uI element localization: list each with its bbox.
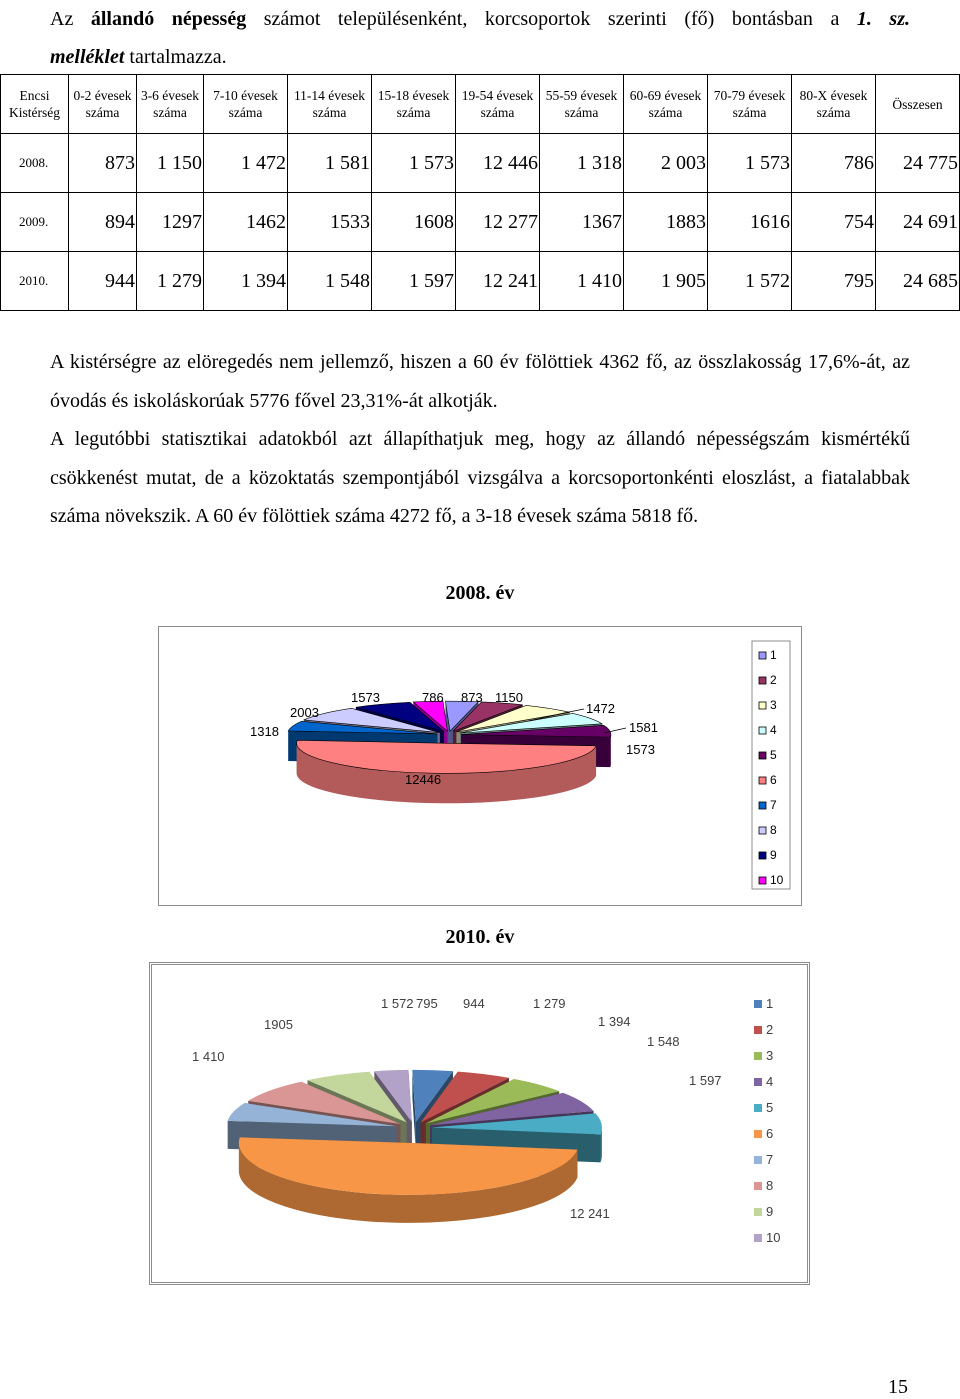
data-label: 1573 (351, 690, 380, 705)
column-header: 55-59 évesek száma (540, 75, 624, 134)
value-cell: 1 573 (708, 134, 792, 193)
data-label: 786 (422, 690, 444, 705)
value-cell: 1533 (288, 193, 372, 252)
chart-legend (754, 996, 780, 1245)
value-cell: 1297 (137, 193, 204, 252)
legend-label: 1 (766, 996, 774, 1011)
value-cell: 1 472 (204, 134, 288, 193)
legend-label: 5 (766, 1100, 774, 1115)
data-label: 1573 (626, 742, 655, 757)
legend-swatch (759, 752, 766, 759)
legend-swatch (759, 777, 766, 784)
value-cell: 12 446 (456, 134, 540, 193)
data-label: 944 (463, 996, 485, 1011)
legend-swatch (759, 827, 766, 834)
legend-label: 3 (770, 698, 777, 712)
data-label: 2003 (290, 705, 319, 720)
legend-swatch (754, 1026, 762, 1034)
value-cell: 24 775 (876, 134, 960, 193)
value-cell: 894 (69, 193, 137, 252)
value-cell: 1883 (624, 193, 708, 252)
legend-label: 8 (766, 1178, 774, 1193)
value-cell: 873 (69, 134, 137, 193)
data-label: 1 394 (598, 1014, 631, 1029)
column-header: 80-X évesek száma (792, 75, 876, 134)
legend-label: 4 (766, 1074, 774, 1089)
data-label: 1 548 (647, 1034, 680, 1049)
pie-chart-2010 (152, 965, 807, 1282)
legend-label: 5 (770, 748, 777, 762)
value-cell: 1 150 (137, 134, 204, 193)
legend-swatch (754, 1208, 762, 1216)
value-cell: 24 691 (876, 193, 960, 252)
paragraph-1: A kistérségre az elöregedés nem jellemző, hiszen a 60 év fölöttiek 4362 fő, az összlakosság 17,6%-át, az óvodás és iskoláskorúak 5776 fővel 23,31%-át alkotják. (50, 351, 910, 412)
year-cell: 2009. (1, 193, 69, 252)
legend-swatch (759, 677, 766, 684)
year-cell: 2008. (1, 134, 69, 193)
value-cell: 1 548 (288, 252, 372, 311)
legend-label: 9 (766, 1204, 774, 1219)
legend-label: 7 (770, 798, 777, 812)
legend-swatch (754, 1130, 762, 1138)
value-cell: 786 (792, 134, 876, 193)
pie-slices (288, 701, 611, 803)
value-cell: 1 318 (540, 134, 624, 193)
table-row (1, 193, 960, 252)
data-label: 873 (461, 690, 483, 705)
value-cell: 1462 (204, 193, 288, 252)
legend-label: 7 (766, 1152, 774, 1167)
value-cell: 1 597 (372, 252, 456, 311)
value-cell: 944 (69, 252, 137, 311)
value-cell: 1608 (372, 193, 456, 252)
chart-title-2010: 2010. év (445, 926, 515, 948)
value-cell: 2 003 (624, 134, 708, 193)
legend-label: 2 (766, 1022, 774, 1037)
legend-swatch (754, 1052, 762, 1060)
column-header: 11-14 évesek száma (288, 75, 372, 134)
legend-label: 6 (770, 773, 777, 787)
legend-label: 9 (770, 848, 777, 862)
legend-label: 10 (770, 873, 784, 887)
table-row (1, 252, 960, 311)
legend-label: 4 (770, 723, 777, 737)
legend-swatch (759, 877, 766, 884)
data-label: 1472 (586, 701, 615, 716)
year-cell: 2010. (1, 252, 69, 311)
legend-swatch (759, 802, 766, 809)
data-label: 1 597 (689, 1073, 722, 1088)
value-cell: 1 572 (708, 252, 792, 311)
value-cell: 1 581 (288, 134, 372, 193)
chart-2008 (158, 626, 802, 906)
column-header: Encsi Kistérség (1, 75, 69, 134)
legend-swatch (759, 652, 766, 659)
legend-swatch (754, 1000, 762, 1008)
data-label: 1 572 (381, 996, 414, 1011)
data-label: 12446 (405, 772, 442, 787)
column-header: 60-69 évesek száma (624, 75, 708, 134)
data-label: 795 (416, 996, 438, 1011)
column-header: 3-6 évesek száma (137, 75, 204, 134)
legend-swatch (759, 852, 766, 859)
pie-chart-2008 (159, 627, 801, 905)
intro-text: Az állandó népesség számot településenként, korcsoportok szerinti (fő) bontásban a 1. sz. melléklet tartalmazza. (50, 8, 910, 68)
data-label: 1150 (495, 690, 523, 705)
value-cell: 24 685 (876, 252, 960, 311)
value-cell: 12 277 (456, 193, 540, 252)
column-header: 70-79 évesek száma (708, 75, 792, 134)
column-header: Összesen (876, 75, 960, 134)
pie-slices (228, 1070, 602, 1223)
legend-label: 6 (766, 1126, 774, 1141)
pie-slice (297, 740, 596, 803)
value-cell: 1 279 (137, 252, 204, 311)
chart-title-2008: 2008. év (445, 582, 515, 604)
value-cell: 1 905 (624, 252, 708, 311)
legend-swatch (754, 1104, 762, 1112)
table-header-row (1, 75, 960, 134)
legend-swatch (759, 702, 766, 709)
population-table (0, 74, 960, 311)
data-label: 1 279 (533, 996, 566, 1011)
data-label: 1 410 (192, 1049, 225, 1064)
column-header: 0-2 évesek száma (69, 75, 137, 134)
legend-label: 8 (770, 823, 777, 837)
column-header: 15-18 évesek száma (372, 75, 456, 134)
paragraph-2: A legutóbbi statisztikai adatokból azt állapíthatjuk meg, hogy az állandó népességszám kismértékű csökkenést mutat, de a közoktatás szempontjából vizsgálva a korcsoportonkénti eloszlást, a fiatalabbak száma növekszik. A 60 év fölöttiek száma 4272 fő, a 3-18 évesek száma 5818 fő. (50, 428, 910, 527)
value-cell: 1 573 (372, 134, 456, 193)
legend-label: 3 (766, 1048, 774, 1063)
data-label: 1581 (629, 720, 658, 735)
column-header: 19-54 évesek száma (456, 75, 540, 134)
value-cell: 795 (792, 252, 876, 311)
value-cell: 1616 (708, 193, 792, 252)
legend-label: 10 (766, 1230, 781, 1245)
column-header: 7-10 évesek száma (204, 75, 288, 134)
legend-label: 2 (770, 673, 777, 687)
value-cell: 1367 (540, 193, 624, 252)
chart-legend (752, 641, 790, 889)
legend-swatch (759, 727, 766, 734)
value-cell: 12 241 (456, 252, 540, 311)
value-cell: 1 410 (540, 252, 624, 311)
page-number: 15 (888, 1376, 908, 1398)
data-label: 1905 (264, 1017, 293, 1032)
legend-swatch (754, 1078, 762, 1086)
value-cell: 754 (792, 193, 876, 252)
value-cell: 1 394 (204, 252, 288, 311)
data-label: 12 241 (570, 1206, 610, 1221)
legend-label: 1 (770, 648, 777, 662)
legend-swatch (754, 1182, 762, 1190)
legend-swatch (754, 1234, 762, 1242)
pie-slice (239, 1137, 578, 1222)
data-label: 1318 (250, 724, 279, 739)
table-row (1, 134, 960, 193)
chart-2010 (149, 962, 810, 1285)
legend-swatch (754, 1156, 762, 1164)
